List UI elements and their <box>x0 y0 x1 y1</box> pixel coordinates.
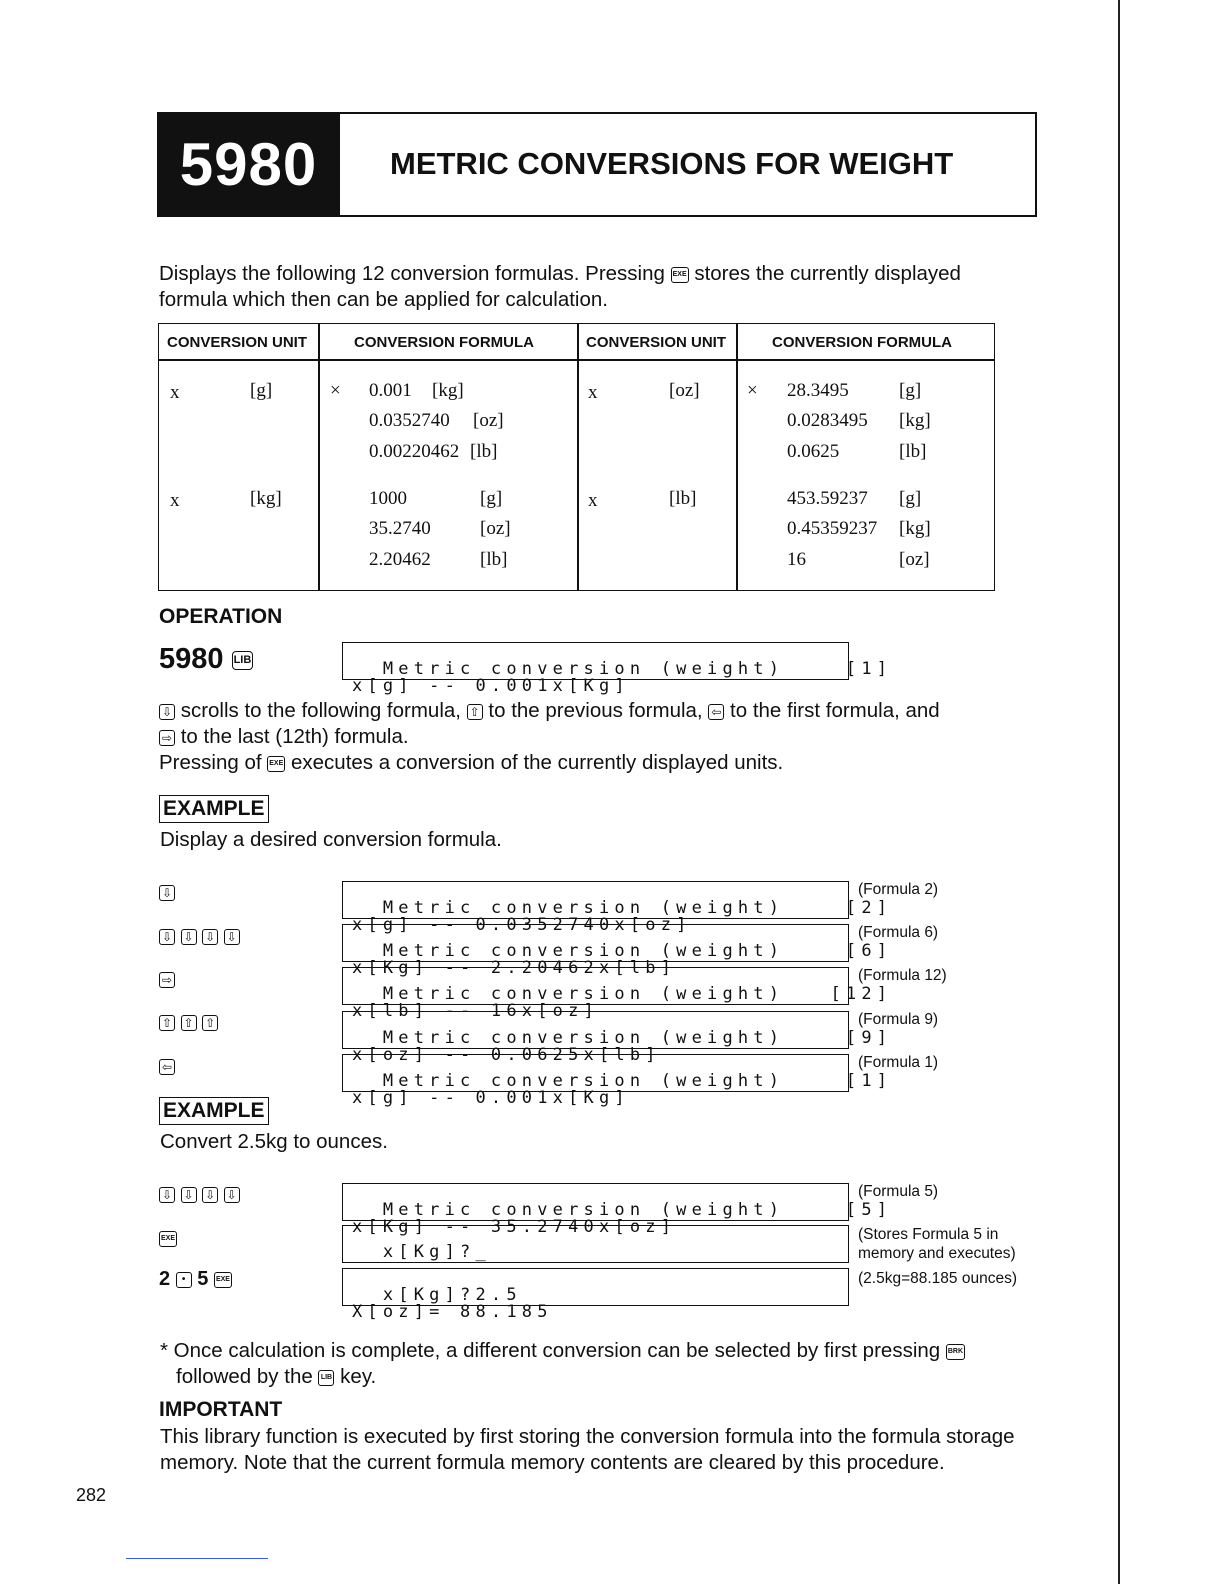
key-sequence <box>159 1183 240 1206</box>
table-value: 0.001 <box>369 380 412 401</box>
page-title: METRIC CONVERSIONS FOR WEIGHT <box>390 146 954 181</box>
table-x: x <box>588 490 598 511</box>
formula-note: (Formula 12) <box>858 967 947 984</box>
table-header: CONVERSION FORMULA <box>354 334 534 351</box>
table-value: 0.00220462 <box>369 441 460 462</box>
lib-key-icon: LIB <box>232 651 254 670</box>
lcd-display: Metric conversion (weight) [6] x[Kg] -- 2.20462x[lb] <box>342 924 849 962</box>
page-edge-line <box>1118 0 1120 1584</box>
left-arrow-key-icon: ⇦ <box>708 704 724 720</box>
table-unit: [oz] <box>480 518 511 539</box>
intro-text: Displays the following 12 conversion formulas. Pressing EXE stores the currently displayed formula which then can be applied for calculation. <box>159 262 961 311</box>
table-unit: [oz] <box>669 380 700 401</box>
lcd-display: Metric conversion (weight) [9] x[oz] -- 0.0625x[lb] <box>342 1011 849 1049</box>
table-value: 35.2740 <box>369 518 431 539</box>
key-sequence <box>159 1011 218 1034</box>
table-header: CONVERSION UNIT <box>586 334 727 351</box>
table-value: 28.3495 <box>787 380 849 401</box>
lcd-display: Metric conversion (weight) [1] x[g] -- 0.001x[Kg] <box>342 642 849 680</box>
table-unit: [g] <box>480 488 503 509</box>
formula-note: (Formula 5) <box>858 1183 939 1200</box>
times-sign: × <box>747 380 758 401</box>
table-value: 1000 <box>369 488 407 509</box>
table-unit: [lb] <box>470 441 498 462</box>
table-unit: [g] <box>899 488 922 509</box>
up-arrow-key-icon: ⇧ <box>202 1015 218 1031</box>
operation-command: 5980 LIB <box>159 643 252 675</box>
table-unit: [lb] <box>480 549 508 570</box>
table-unit: [kg] <box>899 518 931 539</box>
formula-note: (Formula 1) <box>858 1054 939 1071</box>
key-sequence: 2 • 5 EXE <box>159 1268 230 1290</box>
table-x: x <box>588 382 598 403</box>
down-arrow-key-icon: ⇩ <box>181 1187 197 1203</box>
key-sequence <box>159 881 175 904</box>
lcd-display: Metric conversion (weight) [1] x[g] -- 0.001x[Kg] <box>342 1054 849 1092</box>
key-sequence <box>159 925 240 948</box>
table-unit: [kg] <box>250 488 282 509</box>
lcd-display: Metric conversion (weight) [12] x[lb] -- 16x[oz] <box>342 967 849 1005</box>
exe-key-icon: EXE <box>159 1231 177 1247</box>
example-description: Convert 2.5kg to ounces. <box>160 1130 388 1153</box>
lcd-display: x[Kg]?2.5 X[oz]= 88.185 <box>342 1268 849 1306</box>
table-unit: [g] <box>899 380 922 401</box>
table-value: 453.59237 <box>787 488 868 509</box>
lib-key-icon: LIB <box>318 1370 334 1386</box>
table-value: 0.0283495 <box>787 410 868 431</box>
dot-key-icon: • <box>176 1272 192 1288</box>
down-arrow-key-icon: ⇩ <box>181 929 197 945</box>
table-x: x <box>170 382 180 403</box>
exe-key-icon: EXE <box>267 756 285 772</box>
down-arrow-key-icon: ⇩ <box>159 1187 175 1203</box>
scan-artifact-line <box>126 1558 268 1559</box>
table-x: x <box>170 490 180 511</box>
key-sequence <box>159 968 175 991</box>
table-value: 0.0352740 <box>369 410 450 431</box>
table-value: 0.45359237 <box>787 518 878 539</box>
program-number: 5980 <box>157 112 340 217</box>
times-sign: × <box>330 380 341 401</box>
down-arrow-key-icon: ⇩ <box>159 885 175 901</box>
key-sequence <box>159 1055 175 1078</box>
up-arrow-key-icon: ⇧ <box>181 1015 197 1031</box>
left-arrow-key-icon: ⇦ <box>159 1059 175 1075</box>
formula-note: (2.5kg=88.185 ounces) <box>858 1270 1017 1287</box>
footnote: * Once calculation is complete, a different conversion can be selected by first pressing BRK followed by the LIB key. <box>160 1339 964 1388</box>
down-arrow-key-icon: ⇩ <box>224 929 240 945</box>
down-arrow-key-icon: ⇩ <box>159 929 175 945</box>
table-unit: [lb] <box>669 488 697 509</box>
operation-text: ⇩ scrolls to the following formula, ⇧ to the previous formula, ⇦ to the first formula, and ⇨ to the last (12th) formula. Pressing of EXE executes a conversion of the currently displayed units. <box>159 699 940 774</box>
right-arrow-key-icon: ⇨ <box>159 972 175 988</box>
important-text: This library function is executed by first storing the conversion formula into the formula storage memory. Note that the current formula memory contents are cleared by this procedure. <box>160 1425 1015 1474</box>
operation-heading: OPERATION <box>159 605 283 628</box>
down-arrow-key-icon: ⇩ <box>202 929 218 945</box>
lcd-display: x[Kg]?_ <box>342 1225 849 1263</box>
table-header: CONVERSION UNIT <box>167 334 308 351</box>
lcd-display: Metric conversion (weight) [2] x[g] -- 0.0352740x[oz] <box>342 881 849 919</box>
formula-note: (Formula 6) <box>858 924 939 941</box>
table-value: 0.0625 <box>787 441 840 462</box>
example-description: Display a desired conversion formula. <box>160 828 502 851</box>
table-unit: [kg] <box>432 380 464 401</box>
key-sequence <box>159 1227 177 1250</box>
table-unit: [g] <box>250 380 273 401</box>
table-unit: [kg] <box>899 410 931 431</box>
table-header: CONVERSION FORMULA <box>772 334 952 351</box>
important-heading: IMPORTANT <box>159 1398 283 1421</box>
example-tag: EXAMPLE <box>159 795 269 823</box>
example-tag: EXAMPLE <box>159 1097 269 1125</box>
up-arrow-key-icon: ⇧ <box>159 1015 175 1031</box>
down-arrow-key-icon: ⇩ <box>159 704 175 720</box>
lcd-display: Metric conversion (weight) [5] x[Kg] -- 35.2740x[oz] <box>342 1183 849 1221</box>
exe-key-icon: EXE <box>671 267 689 283</box>
page-number: 282 <box>76 1485 107 1505</box>
down-arrow-key-icon: ⇩ <box>224 1187 240 1203</box>
table-unit: [lb] <box>899 441 927 462</box>
table-unit: [oz] <box>473 410 504 431</box>
exe-key-icon: EXE <box>214 1272 232 1288</box>
formula-note: (Stores Formula 5 in memory and executes) <box>858 1226 1016 1262</box>
table-value: 16 <box>787 549 806 570</box>
right-arrow-key-icon: ⇨ <box>159 730 175 746</box>
formula-note: (Formula 2) <box>858 881 939 898</box>
down-arrow-key-icon: ⇩ <box>202 1187 218 1203</box>
table-unit: [oz] <box>899 549 930 570</box>
formula-note: (Formula 9) <box>858 1011 939 1028</box>
brk-key-icon: BRK <box>946 1344 965 1360</box>
table-value: 2.20462 <box>369 549 431 570</box>
up-arrow-key-icon: ⇧ <box>467 704 483 720</box>
